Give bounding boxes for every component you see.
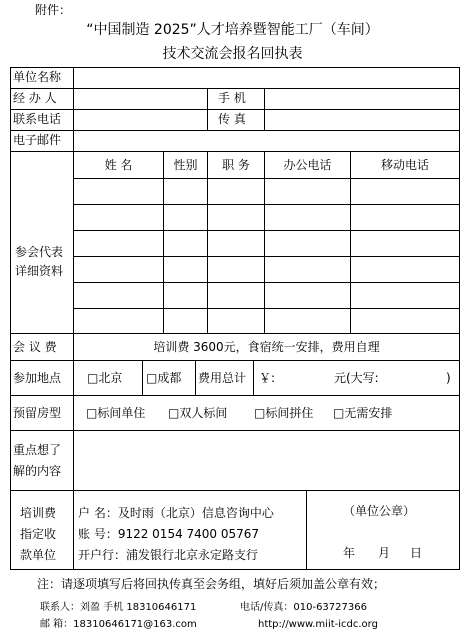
form-title-line2: 技术交流会报名回执表 — [162, 46, 303, 62]
rep-header-position: 职 务 — [222, 158, 250, 172]
attachment-label: 附件： — [35, 3, 72, 17]
checkbox-icon[interactable]: □ — [87, 371, 99, 385]
footer-contact: 联系人：刘盈 手机 18310646171 — [40, 602, 197, 613]
room-option-none[interactable] — [333, 406, 392, 420]
fax-label: 传 真 — [218, 112, 246, 126]
checkbox-icon[interactable]: □ — [333, 406, 345, 420]
email-label: 电子邮件 — [13, 133, 62, 147]
rep-label-1: 参会代表 — [15, 245, 64, 259]
total-words-label: 元(大写: — [334, 371, 379, 385]
handler-label: 经 办 人 — [13, 91, 57, 105]
room-option-label: 标间拼住 — [265, 406, 314, 420]
location-chengdu-option[interactable] — [146, 371, 181, 385]
rep-label-2: 详细资料 — [15, 264, 64, 278]
account-name: 户 名：及时雨（北京）信息咨询中心 — [78, 506, 274, 520]
topic-label-2: 解的内容 — [13, 464, 62, 478]
checkbox-icon[interactable]: □ — [168, 406, 180, 420]
mobile-label: 手 机 — [218, 91, 246, 105]
phone-field[interactable] — [74, 110, 207, 130]
fee-label: 会 议 费 — [13, 340, 57, 354]
rep-row[interactable] — [74, 283, 459, 308]
mobile-field[interactable] — [265, 89, 459, 109]
room-option-label: 无需安排 — [344, 406, 393, 420]
unit-name-label: 单位名称 — [13, 70, 62, 84]
room-option-label: 标间单住 — [97, 406, 146, 420]
total-close-paren: ) — [446, 371, 451, 385]
fax-field[interactable] — [265, 110, 459, 130]
seal-label: （单位公章） — [343, 504, 416, 518]
email-field[interactable] — [74, 131, 459, 151]
room-option-double[interactable] — [168, 406, 227, 420]
rep-header-name: 姓 名 — [104, 158, 133, 172]
handler-field[interactable] — [74, 89, 207, 109]
total-label: 费用总计 — [198, 371, 247, 385]
rep-header-office-phone: 办公电话 — [283, 158, 332, 172]
rep-row[interactable] — [74, 205, 459, 230]
room-option-share[interactable] — [254, 406, 313, 420]
rep-header-mobile: 移动电话 — [380, 158, 429, 172]
date-year: 年 — [343, 546, 356, 560]
topic-field[interactable] — [74, 431, 459, 490]
footer-note: 注：请逐项填写后将回执传真至会务组，填好后须加盖公章有效； — [37, 577, 386, 591]
payee-label-3: 款单位 — [20, 548, 57, 562]
room-option-label: 双人标间 — [179, 406, 228, 420]
footer-website-link[interactable]: http://www.miit-icdc.org — [258, 619, 378, 630]
checkbox-icon[interactable]: □ — [86, 406, 98, 420]
topic-label-1: 重点想了 — [13, 443, 62, 457]
fee-text: 培训费 3600元，食宿统一安排，费用自理 — [153, 340, 380, 354]
footer-email[interactable]: 邮 箱：18310646171@163.com — [40, 619, 197, 630]
rep-row[interactable] — [74, 257, 459, 282]
location-label: 参加地点 — [13, 371, 62, 385]
unit-name-field[interactable] — [74, 68, 459, 88]
payee-label-2: 指定收 — [20, 527, 57, 541]
total-currency: ￥: — [259, 371, 276, 385]
location-chengdu-label: 成都 — [157, 371, 182, 385]
checkbox-icon[interactable]: □ — [146, 371, 158, 385]
account-number: 账 号：9122 0154 7400 05767 — [78, 527, 260, 541]
rep-header-gender: 性别 — [173, 158, 198, 172]
rep-row[interactable] — [74, 179, 459, 204]
room-option-single[interactable] — [86, 406, 145, 420]
location-beijing-option[interactable] — [87, 371, 122, 385]
payee-label-1: 培训费 — [20, 506, 57, 520]
phone-label: 联系电话 — [13, 112, 62, 126]
date-month: 月 — [378, 546, 391, 560]
form-title-line1: “中国制造 2025”人才培养暨智能工厂（车间） — [86, 22, 379, 38]
rep-row[interactable] — [74, 231, 459, 256]
room-label: 预留房型 — [13, 406, 62, 420]
date-day: 日 — [410, 546, 423, 560]
bank-name: 开户行：浦发银行北京永定路支行 — [78, 548, 259, 562]
footer-tel-fax: 电话/传真：010-63727366 — [240, 602, 367, 613]
rep-row[interactable] — [74, 309, 459, 333]
location-beijing-label: 北京 — [98, 371, 123, 385]
checkbox-icon[interactable]: □ — [254, 406, 266, 420]
